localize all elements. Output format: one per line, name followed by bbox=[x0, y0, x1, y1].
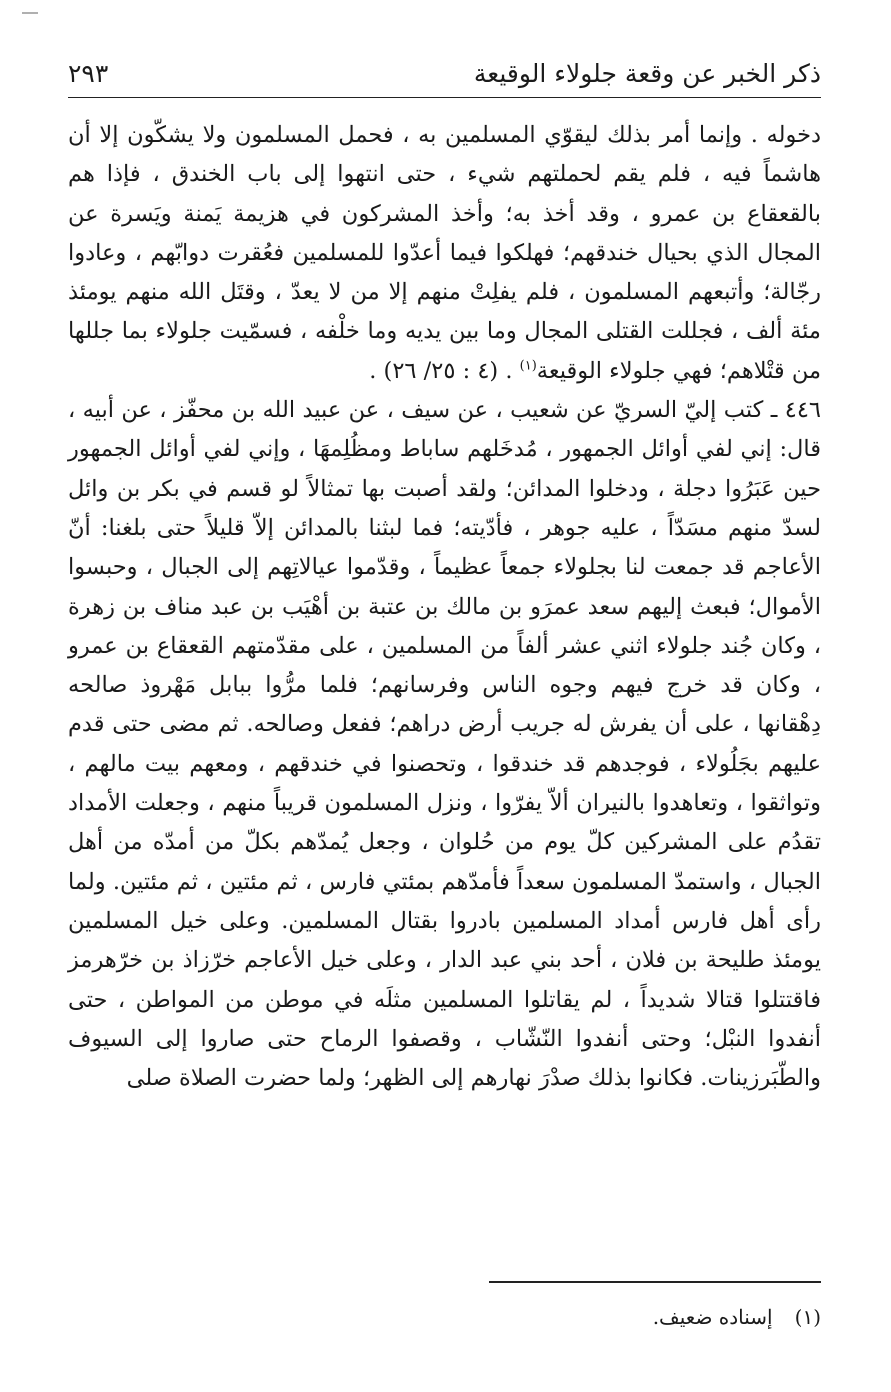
footnote-divider bbox=[489, 1281, 821, 1283]
main-text bbox=[68, 116, 821, 1098]
footnote-number: (١) bbox=[794, 1305, 821, 1329]
footnote-text: إسناده ضعيف. bbox=[652, 1305, 773, 1329]
chapter-title: ذكر الخبر عن وقعة جلولاء الوقيعة bbox=[473, 59, 821, 88]
page-number: ٢٩٣ bbox=[68, 59, 109, 88]
running-header bbox=[68, 52, 821, 98]
footnote bbox=[653, 1302, 821, 1332]
paragraph bbox=[68, 391, 821, 1098]
footnote-marker[interactable]: (١) bbox=[519, 358, 537, 374]
paragraph bbox=[68, 116, 821, 391]
paragraph-text: ٤٤٦ ـ كتب إليّ السريّ عن شعيب ، عن سيف ، عن عبيد الله بن محفّز ، عن أبيه ، قال: إني لفي أوائل الجمهور ، مُدخَلهم ساباط ومظُلِمهَا ، وإني لفي أوائل الجمهور حين عَبَرُوا دجلة ، ودخلوا المدائن؛ ولقد أصبت بها تمثالاً لو قسم في بكر بن وائل لسدّ منهم مسَدّاً ، عليه جوهر ، فأدّيته؛ فما لبثنا بالمدائن إلاّ قليلاً حتى بلغنا: أنّ الأعاجم قد جمعت لنا بجلولاء جمعاً عظيماً ، وقدّموا عيالاتِهم إلى الجبال ، وحبسوا الأموال؛ فبعث إليهم سعد عمرَو بن مالك بن عتبة بن أهْيَب بن عبد مناف بن زهرة ، وكان جُند جلولاء اثني عشر ألفاً من المسلمين ، على مقدّمتهم القعقاع بن عمرو ، وكان قد خرج فيهم وجوه الناس وفرسانهم؛ فلما مرُّوا ببابل مَهْروذ صالحه دِهْقانها ، على أن يفرش له جريب أرض دراهم؛ ففعل وصالحه. ثم مضى حتى قدم عليهم بجَلُولاء ، فوجدهم قد خندقوا ، وتحصنوا في خندقهم ، ومعهم بيت مالهم ، وتواثقوا ، وتعاهدوا بالنيران ألاّ يفرّوا ، ونزل المسلمون قريباً منهم ، وجعلت الأمداد تقدُم على المشركين كلّ يوم من حُلوان ، وجعل يُمدّهم بكلّ من أمدّه من أهل الجبال ، واستمدّ المسلمون سعداً فأمدّهم بمئتي فارس ، ثم مئتين ، ثم مئتين. ولما رأى أهل فارس أمداد المسلمين بادروا بقتال المسلمين. وعلى خيل المسلمين يومئذ طليحة بن فلان ، أحد بني عبد الدار ، وعلى خيل الأعاجم خرّزاذ بن خرّهرمز فاقتتلوا قتالا شديداً ، لم يقاتلوا المسلمين مثلَه في موطن من المواطن ، حتى أنفدوا النبْل؛ وحتى أنفدوا النّشّاب ، وقصفوا الرماح حتى صاروا إلى السيوف والطّبَرزينات. فكانوا بذلك صدْرَ نهارهم إلى الظهر؛ ولما حضرت الصلاة صلى bbox=[68, 397, 821, 1092]
source-reference: . (٤ : ٢٥/ ٢٦) . bbox=[369, 357, 520, 384]
scan-mark bbox=[22, 12, 38, 14]
paragraph-text: دخوله . وإنما أمر بذلك ليقوّي المسلمين به ، فحمل المسلمون ولا يشكّون إلا أن هاشماً فيه ، فلم يقم لحملتهم شيء ، حتى انتهوا إلى باب الخندق ، فإذا هم بالقعقاع بن عمرو ، وقد أخذ به؛ وأخذ المشركون في هزيمة يَمنة ويَسرة عن المجال الذي بحيال خندقهم؛ فهلكوا فيما أعدّوا للمسلمين فعُقرت دوابّهم ، وعادوا رجّالة؛ وأتبعهم المسلمون ، فلم يفلِتْ منهم إلا من لا يعدّ ، وقتَل الله منهم يومئذ مئة ألف ، فجللت القتلى المجال وما بين يديه وما خلْفه ، فسمّيت جلولاء بما جللها من قتْلاهم؛ فهي جلولاء الوقيعة bbox=[68, 122, 821, 384]
